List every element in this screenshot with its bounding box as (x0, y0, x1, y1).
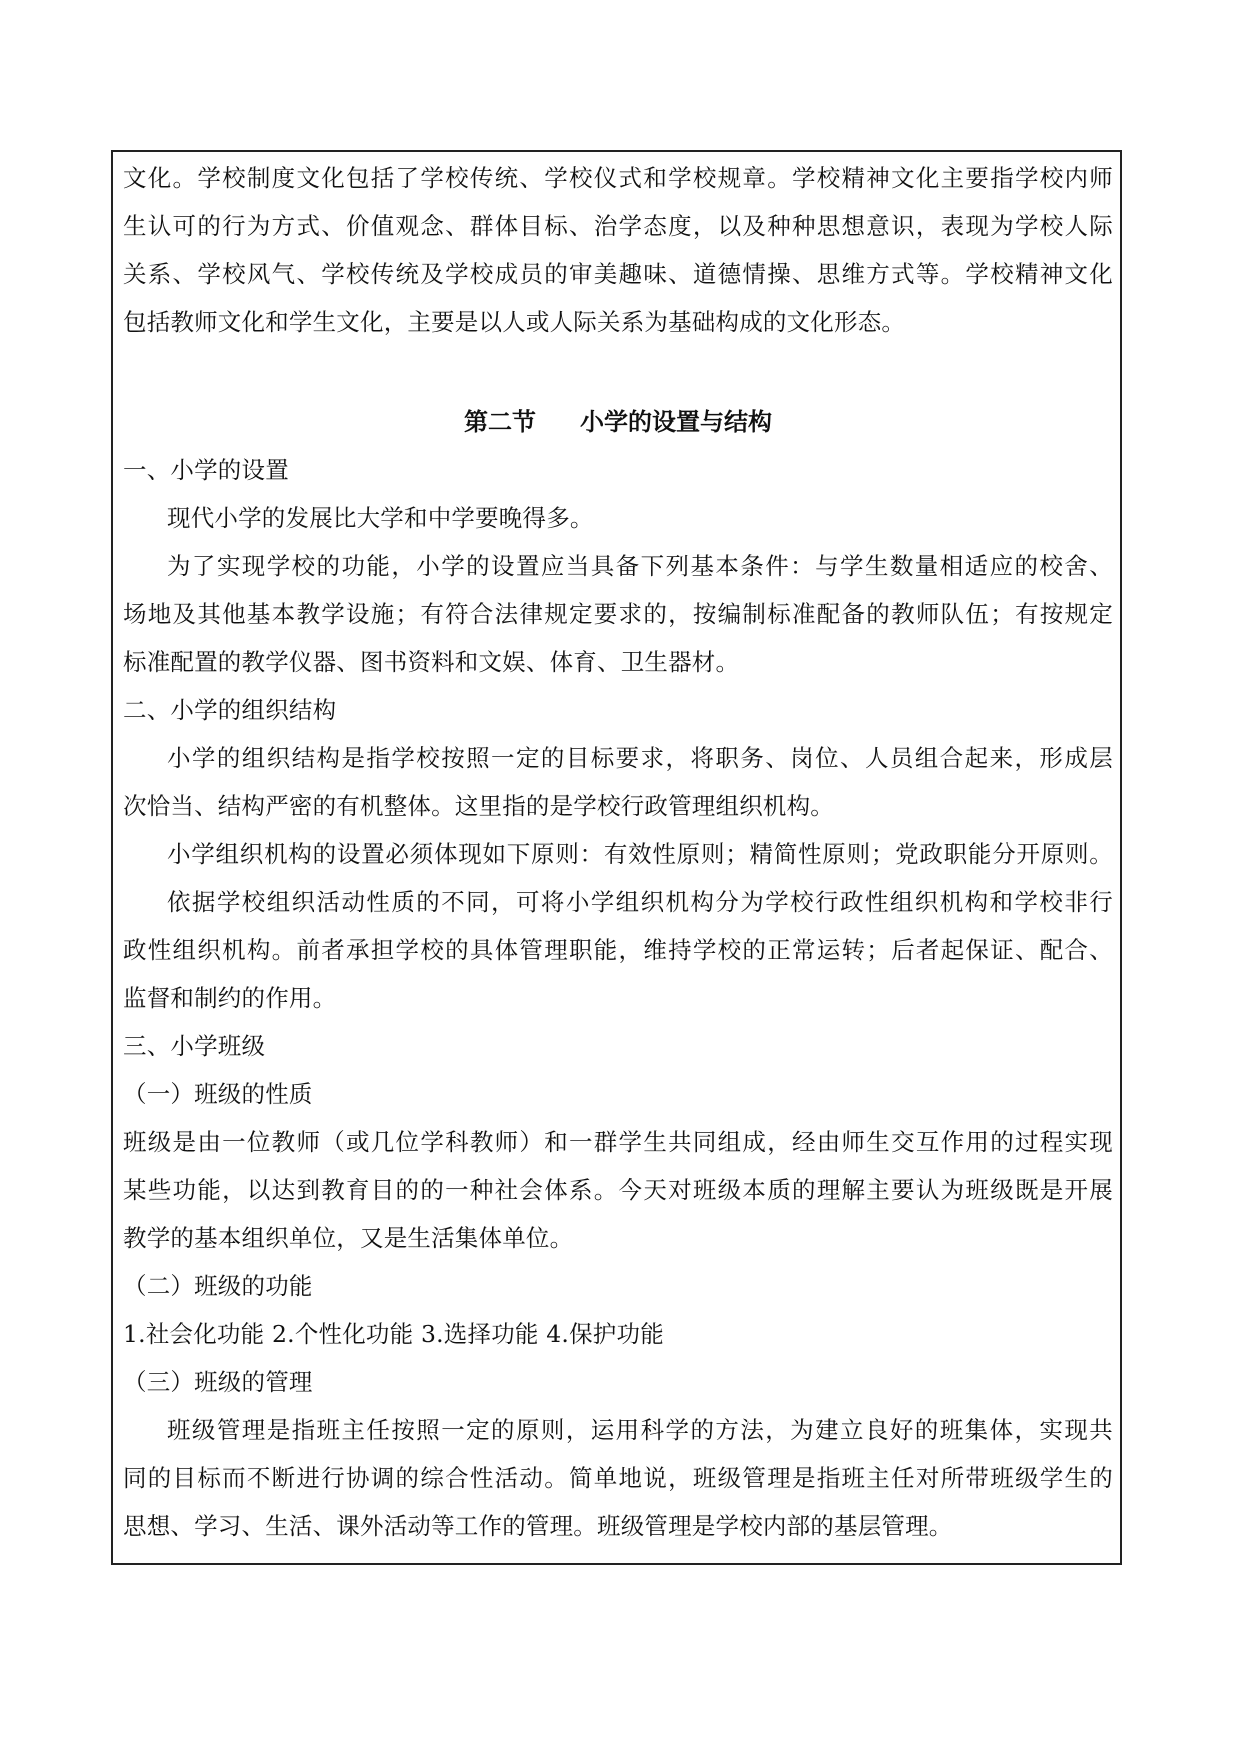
text-line: 标准配置的教学仪器、图书资料和文娱、体育、卫生器材。 (123, 648, 740, 676)
subsection-2-title: （二）班级的功能 (123, 1272, 313, 1300)
text-line: 班级是由一位教师（或几位学科教师）和一群学生共同组成，经由师生交互作用的过程实现 (123, 1128, 1113, 1156)
section-heading (123, 398, 1113, 446)
part-1-title: 一、小学的设置 (123, 456, 289, 484)
text-line: 场地及其他基本教学设施；有符合法律规定要求的，按编制标准配备的教师队伍；有按规定 (123, 600, 1113, 628)
text-line: 为了实现学校的功能，小学的设置应当具备下列基本条件：与学生数量相适应的校舍、 (167, 552, 1113, 580)
subsection-1-title: （一）班级的性质 (123, 1080, 313, 1108)
subsection-3-title: （三）班级的管理 (123, 1368, 313, 1396)
part-3-title: 三、小学班级 (123, 1032, 266, 1060)
text-line: 文化。学校制度文化包括了学校传统、学校仪式和学校规章。学校精神文化主要指学校内师 (123, 164, 1113, 192)
text-line: 监督和制约的作用。 (123, 984, 337, 1012)
part-2-title: 二、小学的组织结构 (123, 696, 337, 724)
text-line: 小学组织机构的设置必须体现如下原则：有效性原则；精简性原则；党政职能分开原则。 (167, 840, 1113, 868)
text-line: 思想、学习、生活、课外活动等工作的管理。班级管理是学校内部的基层管理。 (123, 1512, 953, 1540)
function-list: 1.社会化功能 2.个性化功能 3.选择功能 4.保护功能 (123, 1320, 664, 1348)
text-line: 教学的基本组织单位，又是生活集体单位。 (123, 1224, 574, 1252)
text-line: 依据学校组织活动性质的不同，可将小学组织机构分为学校行政性组织机构和学校非行 (167, 888, 1113, 916)
text-line: 政性组织机构。前者承担学校的具体管理职能，维持学校的正常运转；后者起保证、配合、 (123, 936, 1113, 964)
text-line: 关系、学校风气、学校传统及学校成员的审美趣味、道德情操、思维方式等。学校精神文化 (123, 260, 1113, 288)
text-line: 次恰当、结构严密的有机整体。这里指的是学校行政管理组织机构。 (123, 792, 834, 820)
text-line: 小学的组织结构是指学校按照一定的目标要求，将职务、岗位、人员组合起来，形成层 (167, 744, 1113, 772)
section-title: 小学的设置与结构 (580, 407, 772, 436)
text-line: 班级管理是指班主任按照一定的原则，运用科学的方法，为建立良好的班集体，实现共 (167, 1416, 1113, 1444)
section-number: 第二节 (464, 407, 536, 436)
text-line: 现代小学的发展比大学和中学要晚得多。 (167, 504, 594, 532)
text-line: 某些功能，以达到教育目的的一种社会体系。今天对班级本质的理解主要认为班级既是开展 (123, 1176, 1113, 1204)
text-line: 生认可的行为方式、价值观念、群体目标、治学态度，以及种种思想意识，表现为学校人际 (123, 212, 1113, 240)
text-line: 包括教师文化和学生文化，主要是以人或人际关系为基础构成的文化形态。 (123, 308, 906, 336)
text-line: 同的目标而不断进行协调的综合性活动。简单地说，班级管理是指班主任对所带班级学生的 (123, 1464, 1113, 1492)
